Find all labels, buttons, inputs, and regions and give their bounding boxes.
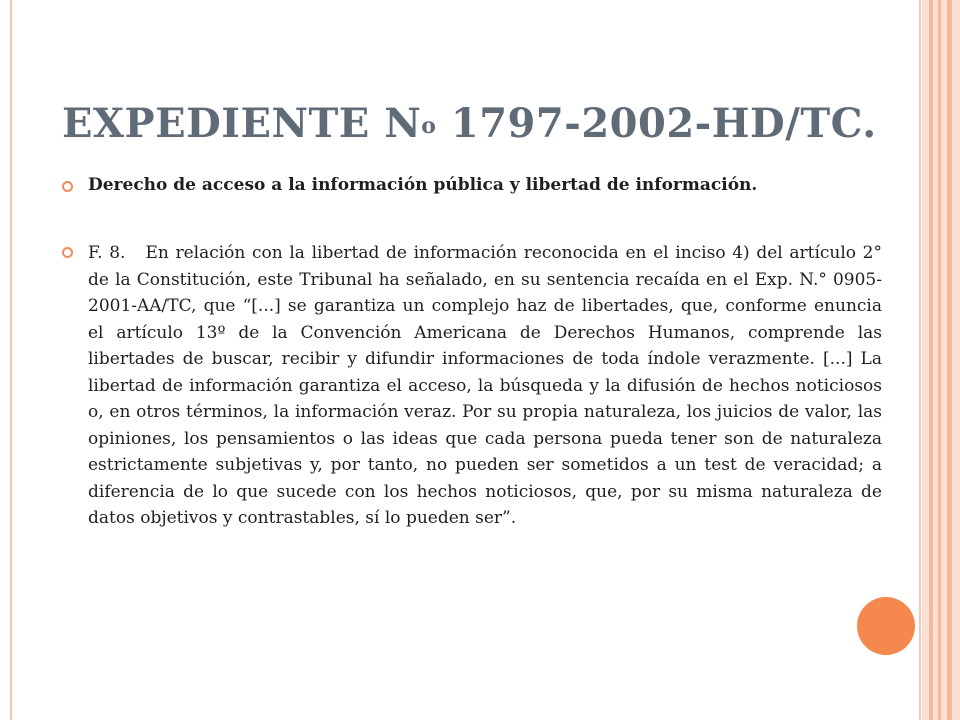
decorative-stripe [938, 0, 941, 720]
decorative-stripe [929, 0, 933, 720]
bullet-item-heading [62, 172, 882, 198]
bullet-circle-icon [62, 181, 73, 192]
title-rest: 1797-2002-HD/TC. [436, 100, 877, 147]
bullet-item-paragraph [62, 240, 882, 532]
decorative-stripe-band [922, 0, 960, 720]
paragraph-label: F. 8. [88, 243, 126, 263]
title-main: EXPEDIENTE N [62, 100, 422, 147]
frame-border-right [919, 0, 921, 720]
title-superscript: o [421, 113, 437, 139]
bullet-heading-text: Derecho de acceso a la información pública y libertad de información. [88, 175, 758, 195]
paragraph-text: En relación con la libertad de información reconocida en el inciso 4) del artículo 2° de la Constitución, este Tribunal ha señalado, en su sentencia recaída en el Exp. N.° 0905-2001-AA/TC, que “[...] se garantiza un complejo haz de libertades, que, conforme enuncia el artículo 13º de la Convención Americana de Derechos Humanos, comprende las libertades de buscar, recibir y difundir informaciones de toda índole verazmente. [...] La libertad de información garantiza el acceso, la búsqueda y la difusión de hechos noticiosos o, en otros términos, la información veraz. Por su propia naturaleza, los juicios de valor, las opiniones, los pensamientos o las ideas que cada persona pueda tener son de naturaleza estrictamente subjetivas y, por tanto, no pueden ser sometidos a un test de veracidad; a diferencia de lo que sucede con los hechos noticiosos, que, por su misma naturaleza de datos objetivos y contrastables, sí lo pueden ser”. [88, 243, 882, 528]
decorative-stripe [947, 0, 952, 720]
bullet-paragraph [88, 240, 882, 532]
frame-border-left [10, 0, 12, 720]
bullet-circle-icon [62, 247, 73, 258]
slide-title [62, 100, 877, 147]
decorative-orange-circle [857, 597, 915, 655]
